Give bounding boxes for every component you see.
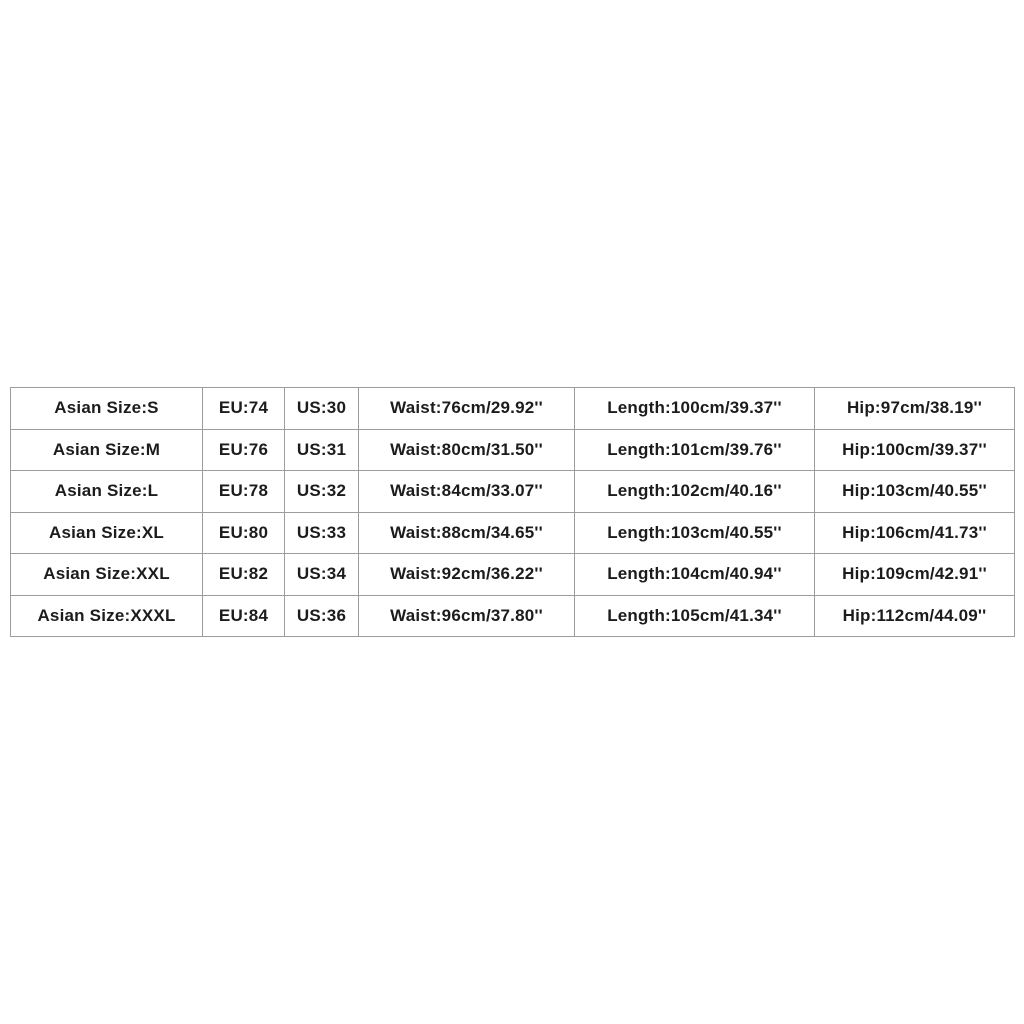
cell-us: US:30 (285, 388, 359, 430)
size-chart-table (10, 387, 1015, 637)
cell-us: US:31 (285, 429, 359, 471)
cell-eu: EU:76 (203, 429, 285, 471)
cell-length: Length:100cm/39.37'' (575, 388, 815, 430)
cell-hip: Hip:112cm/44.09'' (815, 595, 1015, 637)
cell-length: Length:103cm/40.55'' (575, 512, 815, 554)
cell-waist: Waist:76cm/29.92'' (359, 388, 575, 430)
cell-hip: Hip:97cm/38.19'' (815, 388, 1015, 430)
cell-length: Length:102cm/40.16'' (575, 471, 815, 513)
cell-eu: EU:80 (203, 512, 285, 554)
cell-hip: Hip:109cm/42.91'' (815, 554, 1015, 596)
cell-eu: EU:84 (203, 595, 285, 637)
cell-eu: EU:78 (203, 471, 285, 513)
size-row (11, 388, 1015, 430)
cell-us: US:32 (285, 471, 359, 513)
cell-hip: Hip:103cm/40.55'' (815, 471, 1015, 513)
cell-asian-size: Asian Size:XXL (11, 554, 203, 596)
size-row (11, 471, 1015, 513)
cell-asian-size: Asian Size:S (11, 388, 203, 430)
cell-waist: Waist:96cm/37.80'' (359, 595, 575, 637)
cell-waist: Waist:84cm/33.07'' (359, 471, 575, 513)
cell-asian-size: Asian Size:XXXL (11, 595, 203, 637)
cell-asian-size: Asian Size:M (11, 429, 203, 471)
cell-us: US:36 (285, 595, 359, 637)
cell-hip: Hip:100cm/39.37'' (815, 429, 1015, 471)
cell-length: Length:104cm/40.94'' (575, 554, 815, 596)
size-row (11, 554, 1015, 596)
cell-asian-size: Asian Size:L (11, 471, 203, 513)
cell-asian-size: Asian Size:XL (11, 512, 203, 554)
size-row (11, 512, 1015, 554)
cell-eu: EU:74 (203, 388, 285, 430)
cell-us: US:34 (285, 554, 359, 596)
cell-waist: Waist:88cm/34.65'' (359, 512, 575, 554)
cell-length: Length:105cm/41.34'' (575, 595, 815, 637)
cell-hip: Hip:106cm/41.73'' (815, 512, 1015, 554)
size-row (11, 595, 1015, 637)
cell-length: Length:101cm/39.76'' (575, 429, 815, 471)
cell-waist: Waist:80cm/31.50'' (359, 429, 575, 471)
cell-us: US:33 (285, 512, 359, 554)
size-row (11, 429, 1015, 471)
cell-eu: EU:82 (203, 554, 285, 596)
cell-waist: Waist:92cm/36.22'' (359, 554, 575, 596)
size-chart-body (11, 388, 1015, 637)
